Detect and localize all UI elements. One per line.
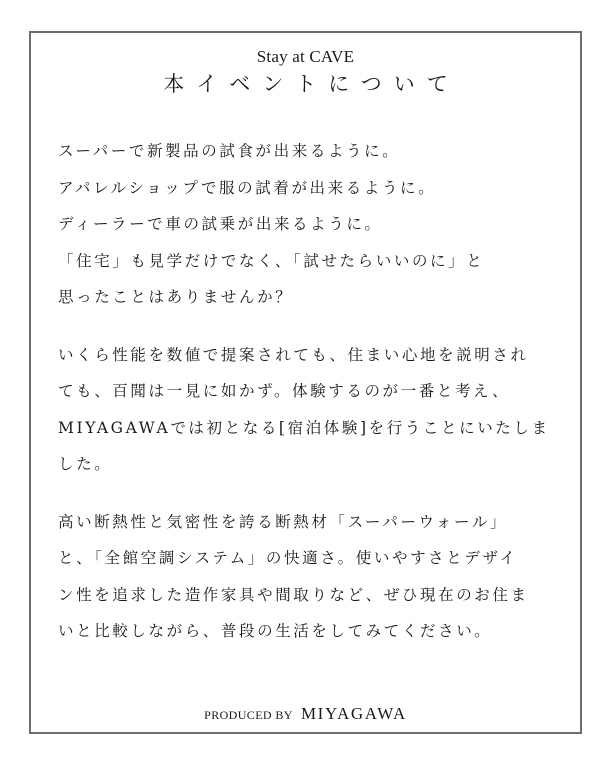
produced-by-label: PRODUCED BY <box>204 708 293 722</box>
text-line: 思ったことはありませんか？ <box>58 288 294 306</box>
text-line: した。 <box>58 455 113 473</box>
text-line: スーパーで新製品の試食が出来るように。 <box>58 142 401 160</box>
body-text <box>58 133 568 671</box>
subtitle: Stay at CAVE <box>256 47 355 66</box>
paragraph-3 <box>58 504 568 650</box>
text-line: と、「全館空調システム」の快適さ。使いやすさとデザイ <box>58 549 518 567</box>
footer <box>31 704 580 724</box>
paragraph-2 <box>58 337 568 483</box>
text-line: いくら性能を数値で提案されても、住まい心地を説明され <box>58 345 529 364</box>
paragraph-1 <box>58 133 568 316</box>
text-line: アパレルショップで服の試着が出来るように。 <box>58 178 437 197</box>
header <box>31 47 580 97</box>
text-line: いと比較しながら、普段の生活をしてみてください。 <box>58 622 493 640</box>
text-line: ても、百聞は一見に如かず。体験するのが一番と考え、 <box>58 382 511 400</box>
text-line: MIYAGAWAでは初となる[宿泊体験]を行うことにいたしま <box>58 418 550 437</box>
document-frame <box>29 31 582 734</box>
text-line: 高い断熱性と気密性を誇る断熱材「スーパーウォール」 <box>58 512 509 531</box>
page-title: 本イベントについて <box>163 72 460 96</box>
text-line: 「住宅」も見学だけでなく、「試せたらいいのに」と <box>58 251 485 270</box>
brand-name: MIYAGAWA <box>300 704 407 723</box>
text-line: ディーラーで車の試乗が出来るように。 <box>58 215 383 233</box>
text-line: ン性を追求した造作家具や間取りなど、ぜひ現在のお住ま <box>58 585 529 604</box>
